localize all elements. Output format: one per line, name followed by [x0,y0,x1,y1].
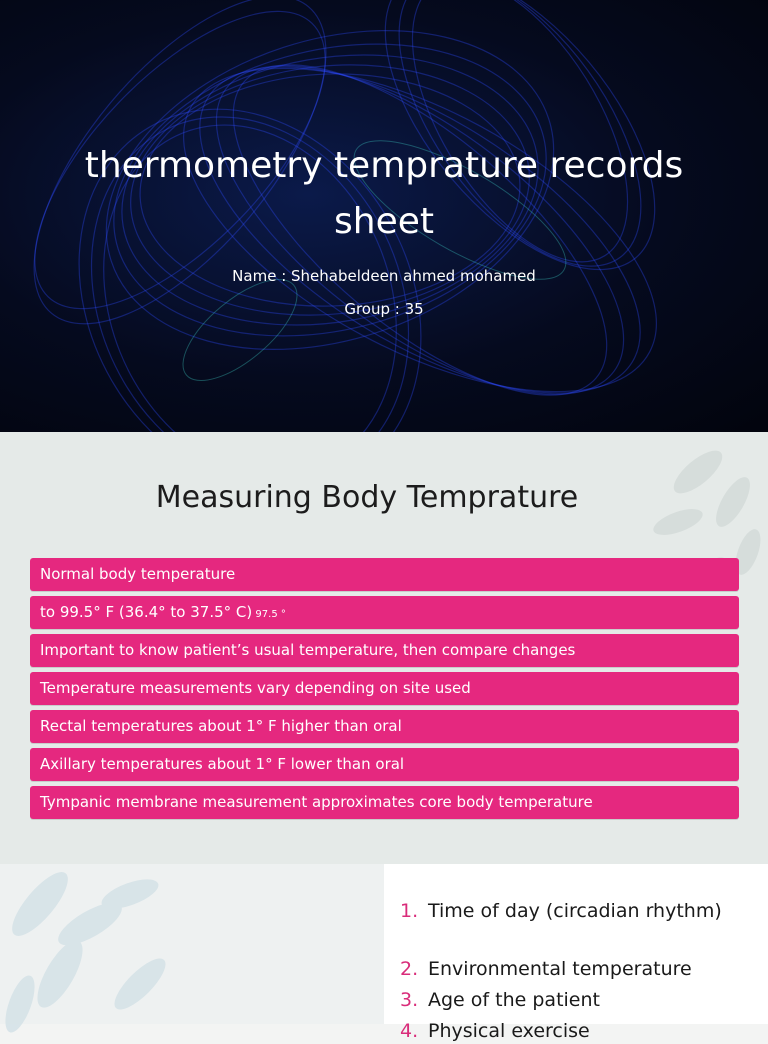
list-text: Environmental temperature [428,958,692,980]
bullet-text: Axillary temperatures about 1° F lower than oral [40,755,405,773]
list-item [400,956,760,982]
list-number: 3. [400,989,419,1011]
author-name: Name : Shehabeldeen ahmed mohamed [232,267,536,285]
list-item [400,1018,760,1044]
bullet-text: Important to know patient’s usual temperature, then compare changes [40,641,576,659]
bullet-text: Normal body temperature [40,565,236,583]
bullet-normal-range [30,596,739,629]
slide-heading: Measuring Body Temprature [155,480,579,515]
bullet-normal-body-temperature [30,558,739,591]
list-text: Time of day (circadian rhythm) [428,900,722,922]
bullet-usual-temperature [30,634,739,667]
list-item [400,898,760,924]
leaf-shadow-decoration [0,864,384,1024]
bullet-rectal [30,710,739,743]
list-number: 1. [400,900,419,922]
factors-slide [0,864,768,1042]
list-number: 4. [400,1020,419,1042]
bullet-small-note: 97.5 ° [252,609,286,620]
bullet-axillary [30,748,739,781]
factors-list-panel [384,864,768,1042]
measuring-body-temperature-slide [0,432,768,864]
bullet-site-variation [30,672,739,705]
list-item [400,987,760,1013]
group-number: Group : 35 [344,300,424,318]
title-slide [0,0,768,432]
bullet-text: Temperature measurements vary depending on site used [40,679,471,697]
bullet-text: Tympanic membrane measurement approximates core body temperature [40,793,593,811]
bullet-tympanic [30,786,739,819]
slide-title: thermometry temprature records sheet [84,145,684,242]
list-number: 2. [400,958,419,980]
list-text: Physical exercise [428,1020,590,1042]
bullet-text: Rectal temperatures about 1° F higher than oral [40,717,402,735]
list-text: Age of the patient [428,989,600,1011]
bullet-text: to 99.5° F (36.4° to 37.5° C) [40,603,253,621]
